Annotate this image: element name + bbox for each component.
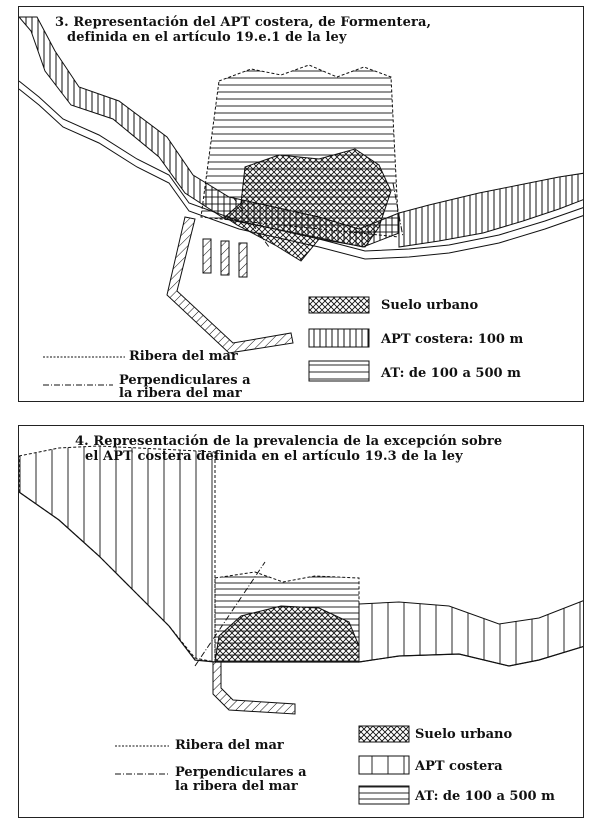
pier-1	[203, 239, 211, 273]
legend-label-perp-1: Perpendiculares a	[175, 765, 307, 780]
panel-4-title: 4. Representación de la prevalencia de la excepción sobre el APT costera definida en el artículo 19.3 de la ley	[75, 434, 503, 464]
panel-3-title: 3. Representación del APT costera, de Formentera, definida en el artículo 19.e.1 de la ley	[55, 15, 432, 45]
legend-label-perp-1: Perpendiculares a	[119, 373, 251, 388]
pier-3	[239, 243, 247, 277]
legend-swatch-at	[359, 786, 409, 804]
apt-coastal-zone-left	[19, 446, 215, 662]
pier-2	[221, 241, 229, 275]
diagram-panel-3	[18, 6, 584, 402]
apt-coastal-band-right	[399, 173, 584, 247]
legend-label-at: AT: de 100 a 500 m	[381, 366, 521, 381]
legend-swatch-urban	[309, 297, 369, 313]
legend-swatch-urban	[359, 726, 409, 742]
legend-label-urban: Suelo urbano	[381, 298, 479, 313]
pier-arm	[213, 662, 295, 714]
legend-label-shore: Ribera del mar	[129, 349, 238, 364]
diagram-panel-4	[18, 425, 584, 818]
legend-label-shore: Ribera del mar	[175, 738, 284, 753]
legend-label-at: AT: de 100 a 500 m	[415, 789, 555, 804]
legend-swatch-apt	[309, 329, 369, 347]
legend-label-urban: Suelo urbano	[415, 727, 513, 742]
legend-swatch-at	[309, 361, 369, 381]
legend-swatch-apt	[359, 756, 409, 774]
legend-label-perp-2: la ribera del mar	[119, 386, 242, 401]
legend-label-perp-2: la ribera del mar	[175, 779, 298, 794]
legend-label-apt: APT costera	[415, 759, 503, 774]
legend-label-apt: APT costera: 100 m	[381, 332, 524, 347]
urban-zone	[225, 149, 391, 261]
